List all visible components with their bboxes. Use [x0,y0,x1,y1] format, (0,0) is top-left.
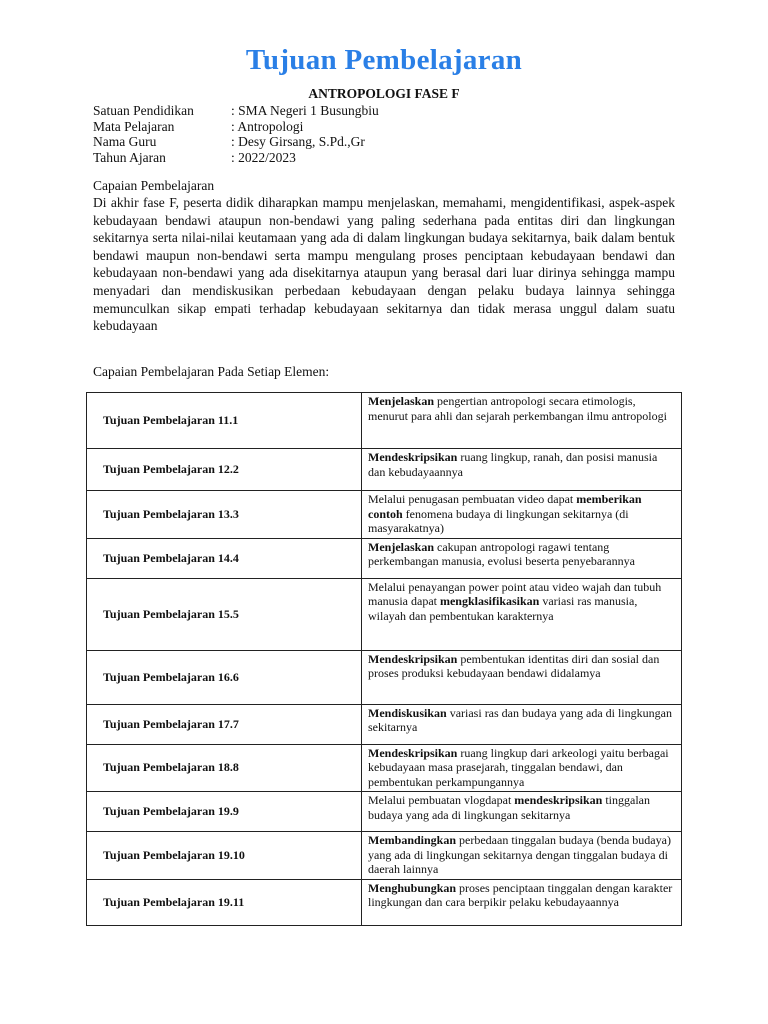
description-text: proses penciptaan tinggalan dengan karakter lingkungan dan cara berpikir pelaku kebudayaannya [368,880,673,909]
description-keyword: mendeskripsikan [514,793,603,807]
tujuan-label: Tujuan Pembelajaran 12.2 [87,449,362,491]
table-row [87,879,682,925]
table-row [87,744,682,792]
capaian-heading: Capaian Pembelajaran [93,178,215,193]
tujuan-label: Tujuan Pembelajaran 19.9 [87,792,362,832]
meta-label: Nama Guru [93,134,157,149]
meta-value: : SMA Negeri 1 Busungbiu [231,103,379,118]
meta-row-tahun [93,150,379,166]
tujuan-description [362,792,682,832]
tujuan-label: Tujuan Pembelajaran 15.5 [87,578,362,650]
table-row [87,449,682,491]
tujuan-label: Tujuan Pembelajaran 13.3 [87,491,362,539]
description-text: pembentukan identitas diri dan sosial dan proses produksi kebudayaan bendawi didalamya [368,651,660,680]
description-keyword: mengklasifikasikan [439,594,540,608]
elemen-heading: Capaian Pembelajaran Pada Setiap Elemen: [93,364,330,379]
description-prefix: Melalui penugasan pembuatan video dapat [368,492,577,506]
tujuan-description [362,578,682,650]
meta-label: Tahun Ajaran [93,149,166,165]
tujuan-label: Tujuan Pembelajaran 19.10 [87,832,362,880]
description-keyword: Mendeskripsikan [368,450,458,464]
tujuan-description [362,650,682,704]
description-keyword: Mendeskripsikan [368,745,458,760]
description-prefix: Melalui pembuatan vlogdapat [368,793,515,807]
meta-label: Satuan Pendidikan [93,103,194,118]
description-text: ruang lingkup, ranah, dan posisi manusia dan kebudayaannya [368,450,658,479]
description-keyword: memberikan contoh [368,492,642,521]
description-keyword: Mendiskusikan [368,705,447,720]
tujuan-description [362,704,682,744]
tujuan-description [362,491,682,539]
tujuan-description [362,538,682,578]
description-prefix: Melalui penayangan power point atau video wajah dan tubuh manusia dapat [368,579,662,608]
tujuan-description [362,879,682,925]
description-text: tinggalan budaya yang ada di lingkungan sekitarnya [368,793,650,822]
table-row [87,491,682,539]
table-row [87,832,682,880]
description-keyword: Menjelaskan [368,394,434,408]
table-row [87,792,682,832]
tujuan-table [86,392,682,926]
description-text: cakupan antropologi ragawi tentang perkembangan manusia, evolusi beserta penyebarannya [368,539,635,568]
meta-row-mapel [93,119,379,135]
meta-value: : Antropologi [231,118,304,134]
page-title: Tujuan Pembelajaran [245,44,523,76]
tujuan-label: Tujuan Pembelajaran 14.4 [87,538,362,578]
tujuan-description [362,393,682,449]
page-subtitle: ANTROPOLOGI FASE F [308,86,460,101]
description-text: fenomena budaya di lingkungan sekitarnya (di masyarakatnya) [368,506,629,535]
table-row [87,393,682,449]
meta-row-satuan [93,103,379,119]
tujuan-label: Tujuan Pembelajaran 18.8 [87,744,362,792]
capaian-paragraph: Di akhir fase F, peserta didik diharapkan mampu menjelaskan, memahami, mengidentifikasi, aspek-aspek kebudayaan bendawi ataupun non-bendawi yang paling sederhana pada entitas diri dan lingkungan sekitarnya serta nilai-nilai keutamaan yang ada di dalam lingkungan budaya sekitarnya, baik dalam bentuk bendawi maupun non-bendawi serta mampu mengulang proses penciptaan kebudayaan bendawi dan kebudayaan non-bendawi yang ada disekitarnya ataupun yang berasal dari luar dirinya sehingga mampu menyadari dan mendiskusikan perbedaan kebudayaan dengan pelaku budaya lainnya sehingga memunculkan sikap empati terhadap kebudayaan sekitarnya dan tidak merasa unggul dalam suatu kebudayaan [93,195,675,334]
meta-value: : 2022/2023 [231,149,296,165]
tujuan-description [362,449,682,491]
tujuan-description [362,744,682,792]
meta-row-guru [93,134,379,150]
tujuan-label: Tujuan Pembelajaran 19.11 [87,879,362,925]
tujuan-description [362,832,682,880]
table-row [87,538,682,578]
table-row [87,578,682,650]
description-keyword: Menjelaskan [368,539,434,554]
meta-value: : Desy Girsang, S.Pd.,Gr [231,134,365,149]
meta-label: Mata Pelajaran [93,118,175,134]
description-keyword: Menghubungkan [368,880,457,895]
description-keyword: Membandingkan [368,833,457,847]
tujuan-label: Tujuan Pembelajaran 16.6 [87,650,362,704]
tujuan-label: Tujuan Pembelajaran 11.1 [87,393,362,449]
meta-info [93,103,379,165]
description-text: variasi ras manusia, wilayah dan pembentukan karakternya [368,594,638,623]
tujuan-label: Tujuan Pembelajaran 17.7 [87,704,362,744]
description-text: perbedaan tinggalan budaya (benda budaya) yang ada di lingkungan sekitarnya dengan tinggalan budaya di daerah lainnya [368,833,671,876]
description-text: pengertian antropologi secara etimologis, menurut para ahli dan sejarah perkembangan ilmu antropologi [368,394,667,423]
table-row [87,704,682,744]
description-keyword: Mendeskripsikan [368,651,458,666]
description-text: ruang lingkup dari arkeologi yaitu berbagai kebudayaan masa prasejarah, tinggalan bendawi, dan pembentukan perkampungannya [368,745,669,789]
table-row [87,650,682,704]
description-text: variasi ras dan budaya yang ada di lingkungan sekitarnya [368,705,672,734]
